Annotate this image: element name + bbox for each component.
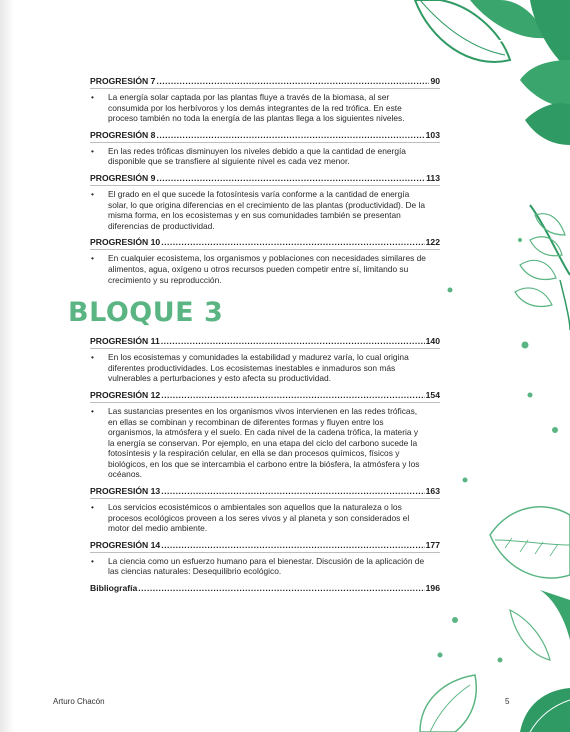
bibliography-entry[interactable]: [90, 583, 440, 595]
progression-label: PROGRESIÓN 13: [90, 486, 161, 497]
toc-entry[interactable]: [90, 540, 440, 577]
progression-label: PROGRESIÓN 8: [90, 129, 156, 140]
progression-line: [90, 540, 440, 553]
leaf-lower-right: [490, 507, 570, 660]
progression-page: 113: [426, 172, 440, 183]
bibliography-line: [90, 583, 440, 595]
progression-line: [90, 173, 440, 186]
progression-text: En cualquier ecosistema, los organismos y poblaciones con necesidades similares de alimentos, agua, oxígeno u otros recursos pueden competir entre sí, limitando su crecimiento y su reproducción.: [108, 253, 426, 285]
decorative-dots: [438, 238, 559, 663]
leader-dots: [161, 390, 424, 400]
progression-page: 122: [425, 237, 440, 248]
progression-description: [90, 556, 440, 577]
progression-line: [90, 76, 440, 89]
progression-page: 103: [425, 129, 440, 140]
bullet-marker: •: [91, 188, 94, 199]
progression-page: 177: [425, 539, 440, 550]
table-of-contents: [68, 76, 440, 598]
leaf-bottom: [420, 675, 570, 732]
progression-text: En las redes tróficas disminuyen los niveles debido a que la cantidad de energía disponible que se transfiere al siguiente nivel es cada vez menor.: [108, 145, 406, 167]
leader-dots: [161, 540, 424, 550]
bibliography-label: Bibliografía: [90, 583, 138, 594]
bullet-marker: •: [91, 405, 94, 416]
leader-dots: [161, 237, 424, 247]
toc-entry[interactable]: [90, 76, 440, 124]
toc-entry[interactable]: [90, 390, 440, 480]
progression-line: [90, 130, 440, 143]
leader-dots: [161, 336, 425, 346]
progression-description: [90, 502, 440, 534]
toc-entry[interactable]: [90, 336, 440, 384]
bloque-heading: BLOQUE 3: [68, 297, 224, 329]
entries-group-top: [90, 76, 440, 285]
progression-label: PROGRESIÓN 12: [90, 389, 161, 400]
toc-entry[interactable]: [90, 173, 440, 231]
progression-label: PROGRESIÓN 7: [90, 76, 156, 86]
bullet-marker: •: [91, 145, 94, 156]
progression-page: 90: [430, 76, 440, 86]
progression-text: Las sustancias presentes en los organismos vivos intervienen en las redes tróficas, en ellas se combinan y recombinan de diferentes formas y fluyen entre los organismos, la atmósfera y el suelo. En cada nivel de la cadena trófica, la materia y la energía se conservan. Por ejemplo, en una etapa del ciclo del carbono sucede la fotosíntesis y la respiración celular, en ella se dan procesos químicos, físicos y biológicos, en los que se intercambia el carbono entre la biósfera, la atmósfera y los océanos.: [108, 405, 420, 480]
footer-page-number: 5: [505, 697, 510, 706]
progression-label: PROGRESIÓN 10: [90, 237, 161, 248]
progression-line: [90, 336, 440, 349]
progression-description: [90, 92, 440, 124]
progression-text: En los ecosistemas y comunidades la estabilidad y madurez varía, lo cual origina diferentes productividades. Los ecosistemas inestables e inmaduros son más vulnerables a perturbaciones y esto afecta su productividad.: [108, 352, 409, 384]
toc-entry[interactable]: [90, 130, 440, 167]
progression-page: 163: [425, 486, 440, 497]
bibliography-page: 196: [425, 583, 440, 594]
progression-label: PROGRESIÓN 14: [90, 539, 161, 550]
progression-label: PROGRESIÓN 9: [90, 172, 156, 183]
progression-text: La energía solar captada por las plantas fluye a través de la biomasa, al ser consumida por los herbívoros y los demás integrantes de la red trófica. En este proceso también no toda la energía de las plantas llega a los siguientes niveles.: [108, 92, 405, 124]
leader-dots: [161, 486, 424, 496]
progression-description: [90, 352, 440, 384]
bullet-marker: •: [91, 502, 94, 513]
progression-text: La ciencia como un esfuerzo humano para el bienestar. Discusión de la aplicación de las ciencias naturales: Desequilibrio ecológico.: [108, 555, 425, 577]
progression-line: [90, 237, 440, 250]
progression-page: 154: [425, 389, 440, 400]
progression-description: [90, 146, 440, 167]
toc-entry[interactable]: [90, 237, 440, 285]
progression-text: El grado en el que sucede la fotosíntesis varía conforme a la cantidad de energía solar, lo que origina diferencias en el crecimiento de las plantas (productividad). De la misma forma, en los ecosistemas y en sus comunidades también se presentan diferencias de productividad.: [108, 188, 426, 231]
progression-text: Los servicios ecosistémicos o ambientales son aquellos que la naturaleza o los procesos ecológicos proveen a los seres vivos y al planeta y son considerados el motor del medio ambiente.: [108, 502, 410, 534]
footer-author: Arturo Chacón: [53, 697, 105, 706]
progression-label: PROGRESIÓN 11: [90, 336, 160, 347]
leader-dots: [138, 583, 424, 593]
page-edge-shadow: [0, 0, 14, 732]
bullet-marker: •: [91, 352, 94, 363]
bullet-marker: •: [91, 92, 94, 102]
progression-description: [90, 189, 440, 231]
progression-description: [90, 406, 440, 480]
progression-description: [90, 253, 440, 285]
entries-group-bottom: [90, 336, 440, 577]
bullet-marker: •: [91, 555, 94, 566]
progression-page: 140: [425, 336, 440, 347]
leader-dots: [156, 173, 425, 183]
progression-line: [90, 486, 440, 499]
leaf-right-middle: [515, 205, 570, 330]
bullet-marker: •: [91, 253, 94, 264]
leader-dots: [156, 130, 424, 140]
leader-dots: [156, 76, 429, 86]
progression-line: [90, 390, 440, 403]
toc-entry[interactable]: [90, 486, 440, 534]
